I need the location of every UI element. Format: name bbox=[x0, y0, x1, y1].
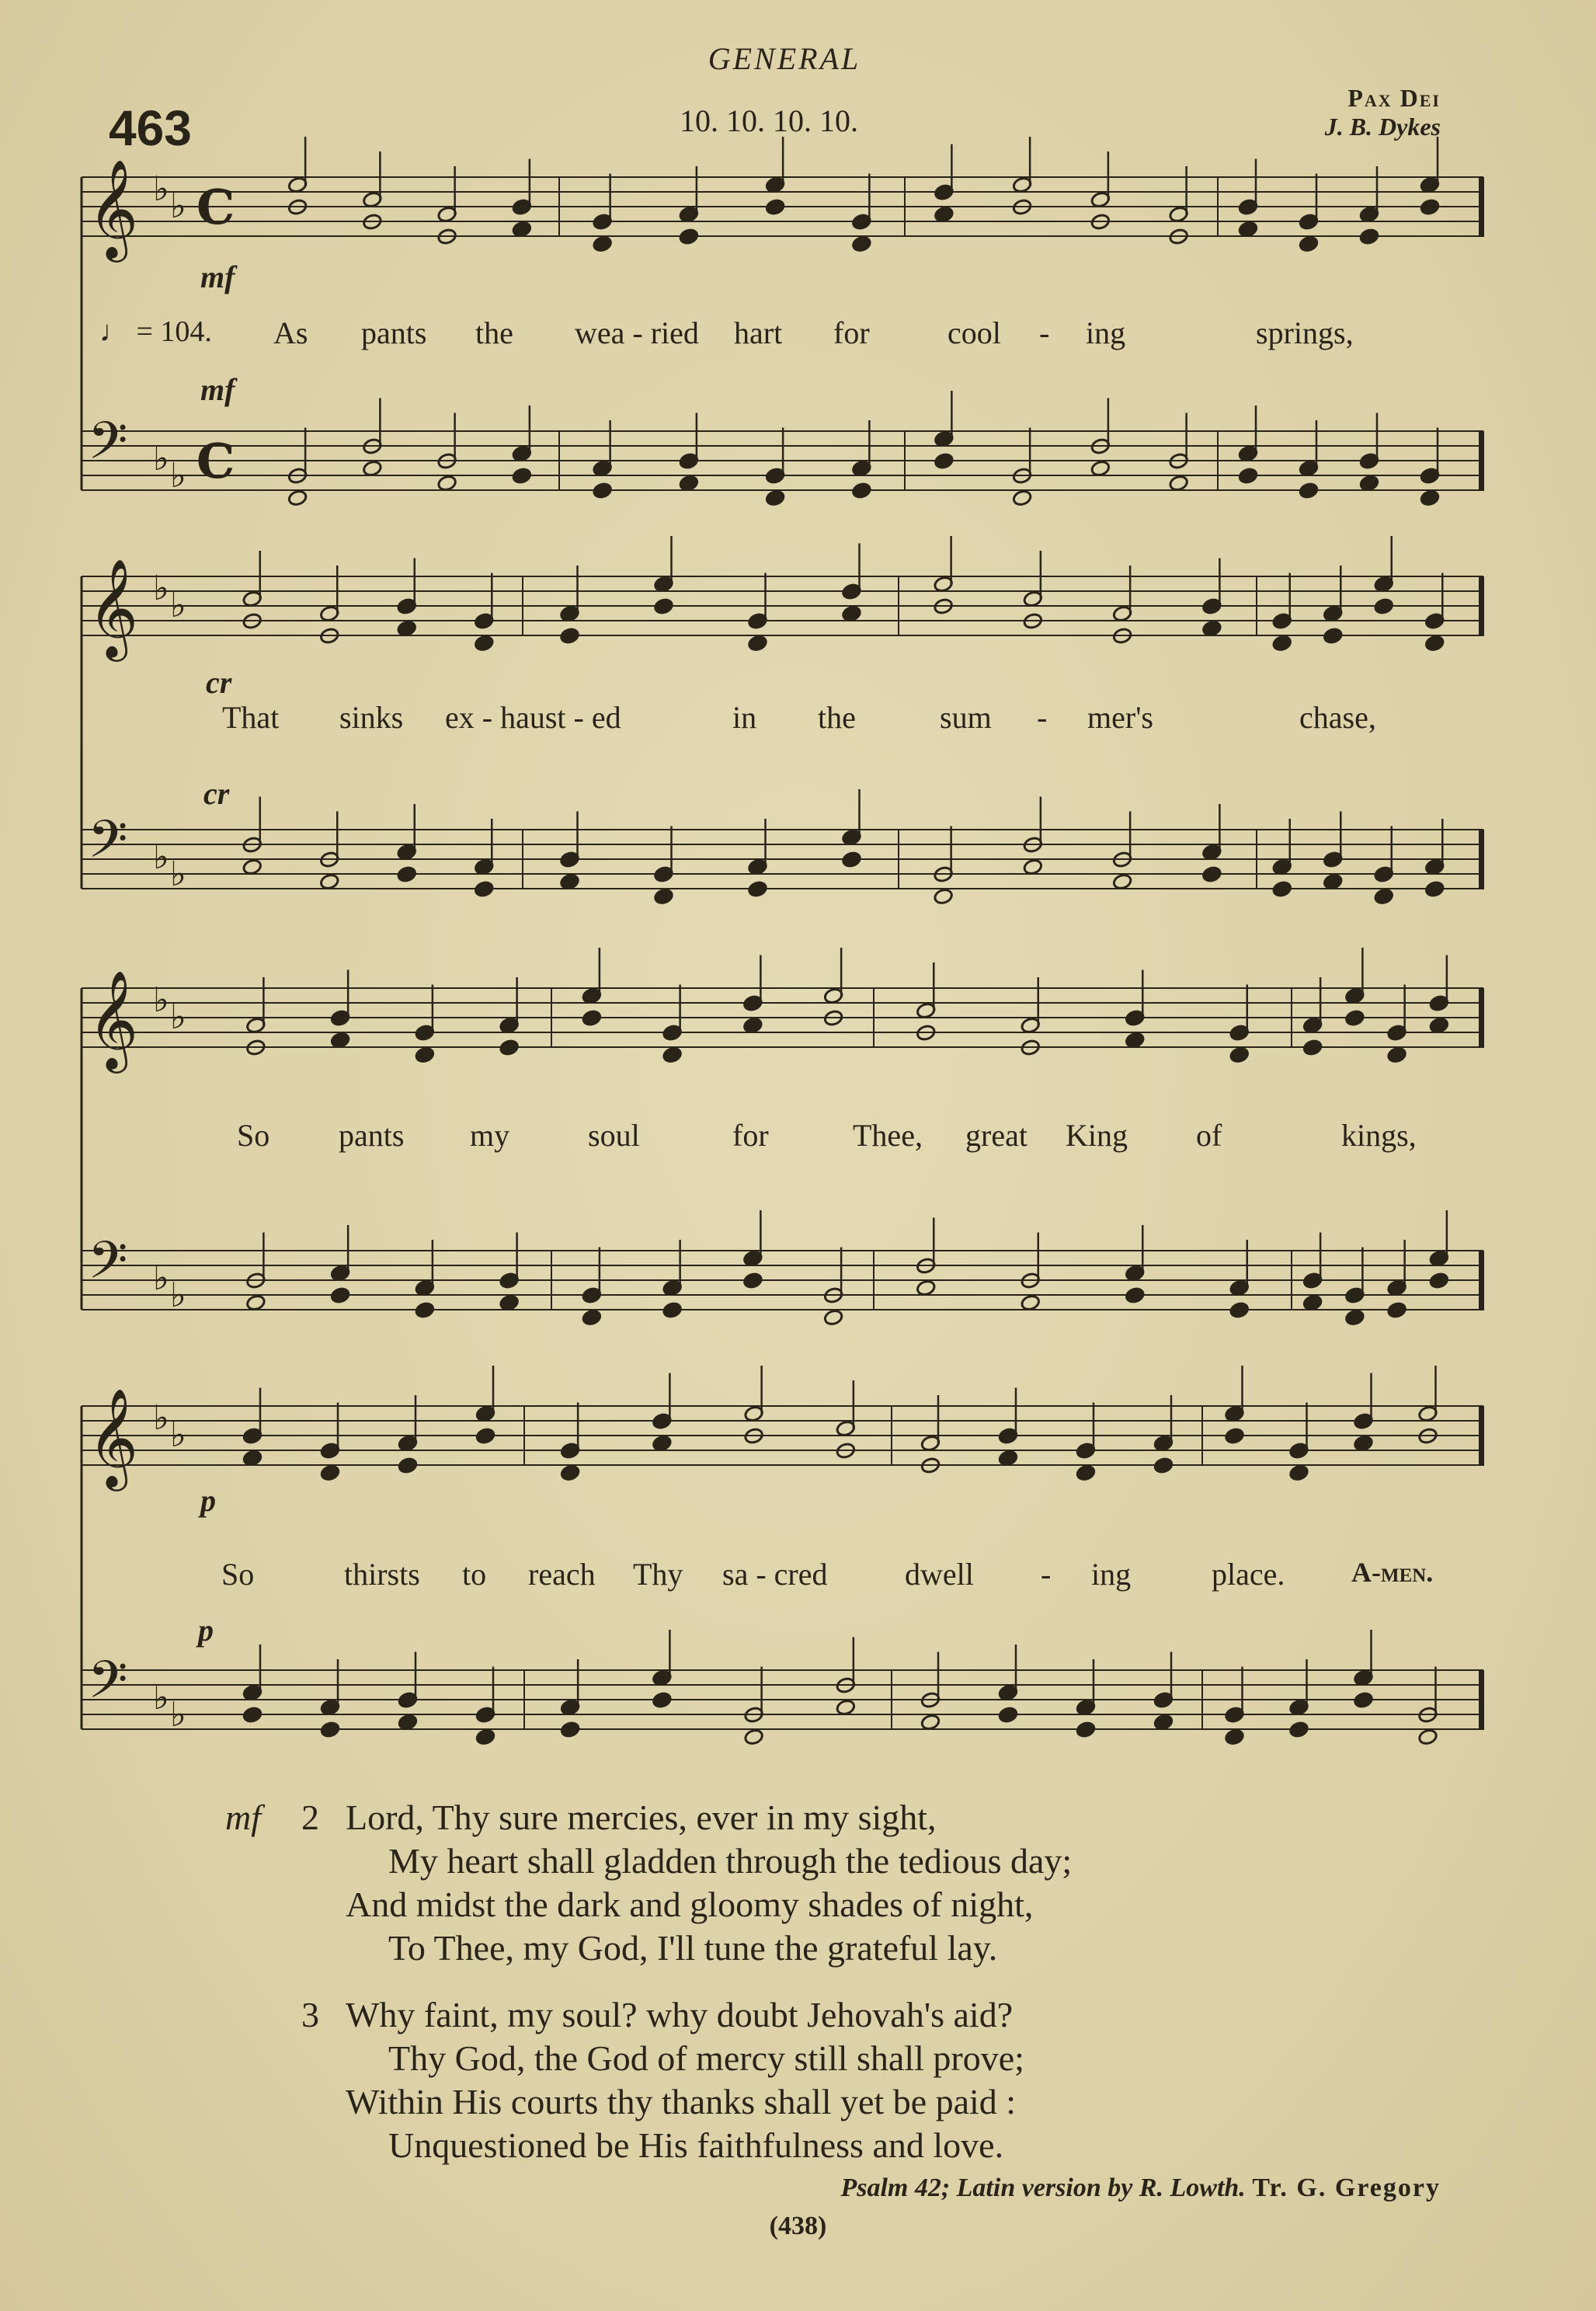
lyric: cool bbox=[948, 315, 1001, 350]
verse-line: Why faint, my soul? why doubt Jehovah's aid? bbox=[346, 1995, 1014, 2034]
notehead bbox=[1387, 1046, 1407, 1064]
treble-clef-icon: 𝄞 bbox=[88, 969, 139, 1069]
common-time-icon: C bbox=[196, 179, 235, 235]
dynamic-bass-2: cr bbox=[203, 776, 230, 811]
notehead bbox=[841, 851, 861, 868]
notehead bbox=[1353, 1691, 1373, 1709]
flat-icon: ♭ bbox=[153, 569, 169, 608]
notehead bbox=[1224, 1728, 1244, 1746]
notehead bbox=[1299, 482, 1319, 499]
lyric: the bbox=[475, 315, 513, 350]
notehead bbox=[499, 1039, 520, 1056]
notehead bbox=[559, 873, 579, 891]
notehead bbox=[679, 475, 699, 492]
notehead bbox=[662, 1046, 683, 1064]
notehead bbox=[1288, 1464, 1309, 1482]
flat-icon: ♭ bbox=[170, 456, 186, 496]
lyric: ing bbox=[1091, 1557, 1132, 1592]
flat-icon: ♭ bbox=[153, 439, 169, 479]
page-number: (438) bbox=[769, 2212, 827, 2240]
final-bar-line bbox=[1479, 1406, 1484, 1466]
flat-icon: ♭ bbox=[153, 1398, 169, 1438]
notehead bbox=[765, 198, 785, 216]
lyric: in bbox=[732, 700, 757, 735]
notehead bbox=[934, 888, 954, 906]
notehead bbox=[1125, 1032, 1145, 1049]
treble-clef-icon: 𝄞 bbox=[88, 558, 139, 657]
lyric: As bbox=[273, 315, 308, 350]
notes bbox=[242, 137, 1449, 1745]
notehead bbox=[242, 1450, 263, 1467]
final-bar-line bbox=[1479, 988, 1484, 1048]
notehead bbox=[1420, 489, 1440, 507]
meter: 10. 10. 10. 10. bbox=[680, 103, 858, 138]
flat-icon: ♭ bbox=[153, 837, 169, 877]
notehead bbox=[475, 1427, 495, 1445]
attribution bbox=[840, 2174, 1441, 2203]
notehead bbox=[934, 206, 954, 224]
lyric: place. bbox=[1212, 1557, 1285, 1592]
notehead bbox=[1238, 467, 1258, 485]
verse-number: 2 bbox=[301, 1798, 319, 1837]
flat-icon: ♭ bbox=[170, 186, 186, 226]
lyric: soul bbox=[588, 1118, 640, 1153]
notehead bbox=[841, 605, 861, 623]
notehead bbox=[747, 880, 767, 898]
notehead bbox=[1429, 1017, 1449, 1035]
notehead bbox=[934, 452, 954, 470]
verse-line: To Thee, my God, I'll tune the grateful lay. bbox=[388, 1928, 998, 1968]
notehead bbox=[398, 1457, 418, 1474]
notehead bbox=[652, 1435, 672, 1453]
notehead bbox=[362, 460, 382, 478]
notehead bbox=[1201, 620, 1222, 638]
notehead bbox=[242, 1706, 263, 1724]
notehead bbox=[1224, 1427, 1244, 1445]
notehead bbox=[1288, 1721, 1309, 1738]
hymn-number: 463 bbox=[109, 100, 192, 156]
notehead bbox=[1323, 873, 1343, 891]
notehead bbox=[679, 228, 699, 245]
notehead bbox=[1353, 1435, 1373, 1453]
treble-clef-icon: 𝄞 bbox=[88, 158, 139, 258]
dynamic-bass-4: p bbox=[198, 1613, 214, 1648]
notehead bbox=[652, 1691, 672, 1709]
lyric: dwell bbox=[905, 1557, 974, 1592]
notehead bbox=[437, 475, 457, 492]
notehead bbox=[1302, 1039, 1323, 1056]
notehead bbox=[1344, 1309, 1365, 1327]
verse-number: 3 bbox=[301, 1995, 319, 2034]
notehead bbox=[662, 1301, 683, 1319]
notehead bbox=[1090, 460, 1111, 478]
lyric: kings, bbox=[1341, 1118, 1417, 1153]
notehead bbox=[1272, 635, 1292, 653]
bass-clef-icon: 𝄢 bbox=[88, 411, 128, 483]
tune-name: Pax Dei bbox=[1347, 84, 1441, 112]
notehead bbox=[851, 235, 871, 253]
notehead bbox=[742, 1017, 763, 1035]
notehead bbox=[916, 1279, 936, 1297]
notehead bbox=[1153, 1457, 1174, 1474]
lyric: of bbox=[1196, 1118, 1222, 1153]
notehead bbox=[920, 1714, 941, 1732]
notehead bbox=[653, 597, 673, 615]
lyric: Thee, bbox=[853, 1118, 923, 1153]
notehead bbox=[1201, 865, 1222, 883]
notehead bbox=[242, 858, 263, 876]
bass-clef-icon: 𝄢 bbox=[88, 1230, 128, 1303]
lyric-amen: A-men. bbox=[1351, 1557, 1434, 1588]
lyric: - bbox=[1037, 700, 1048, 735]
flat-icon: ♭ bbox=[170, 1276, 186, 1315]
lyric: to bbox=[462, 1557, 487, 1592]
lyric: Thy bbox=[633, 1557, 683, 1592]
final-bar-line bbox=[1479, 431, 1484, 491]
verse-line: My heart shall gladden through the tedious day; bbox=[388, 1841, 1073, 1881]
lyric: sinks bbox=[339, 700, 404, 735]
attribution-source: Psalm 42; Latin version by R. Lowth. bbox=[840, 2174, 1246, 2202]
notehead bbox=[1374, 597, 1394, 615]
lyric: - bbox=[1041, 1557, 1052, 1592]
notehead bbox=[1344, 1009, 1365, 1027]
notehead bbox=[1076, 1464, 1096, 1482]
notehead bbox=[415, 1046, 435, 1064]
notehead bbox=[415, 1301, 435, 1319]
flat-icon: ♭ bbox=[170, 586, 186, 625]
verse-line: Within His courts thy thanks shall yet be paid : bbox=[346, 2082, 1017, 2121]
bass-clef-icon: 𝄢 bbox=[88, 809, 128, 882]
lyric: sa - cred bbox=[722, 1557, 828, 1592]
common-time-icon: C bbox=[196, 433, 235, 489]
dynamic-treble-2: cr bbox=[206, 665, 232, 700]
notehead bbox=[499, 1294, 520, 1312]
notehead bbox=[320, 1721, 340, 1738]
lyric: King bbox=[1066, 1118, 1128, 1153]
notehead bbox=[1359, 475, 1379, 492]
final-bar-line bbox=[1479, 1251, 1484, 1310]
lyric: pants bbox=[361, 315, 427, 350]
notehead bbox=[593, 235, 613, 253]
flat-icon: ♭ bbox=[153, 1258, 169, 1298]
notehead bbox=[1125, 1286, 1145, 1304]
lyric: chase, bbox=[1299, 700, 1376, 735]
notehead bbox=[1424, 880, 1445, 898]
notehead bbox=[1429, 1272, 1449, 1289]
lyric: the bbox=[818, 700, 856, 735]
lyric: - bbox=[1039, 315, 1050, 350]
verse-2 bbox=[225, 1796, 1072, 1970]
notehead bbox=[397, 865, 417, 883]
notehead bbox=[582, 1309, 602, 1327]
dynamic-treble-1: mf bbox=[200, 259, 235, 294]
notehead bbox=[744, 1728, 764, 1746]
verse-line: Thy God, the God of mercy still shall prove; bbox=[388, 2038, 1024, 2078]
bass-clef-icon: 𝄢 bbox=[88, 1650, 128, 1722]
verse-line: And midst the dark and gloomy shades of night, bbox=[346, 1885, 1034, 1924]
notehead bbox=[593, 482, 613, 499]
lyric: my bbox=[470, 1118, 510, 1153]
notehead bbox=[560, 1464, 580, 1482]
lyric: mer's bbox=[1087, 700, 1153, 735]
notehead bbox=[1323, 627, 1343, 645]
notehead bbox=[1299, 235, 1319, 253]
flat-icon: ♭ bbox=[170, 854, 186, 894]
notehead bbox=[1021, 1294, 1041, 1312]
notehead bbox=[998, 1450, 1018, 1467]
tempo-marking: ♩ = 104. bbox=[99, 315, 212, 348]
notehead bbox=[320, 1464, 340, 1482]
lyric: So bbox=[237, 1118, 270, 1153]
notehead bbox=[1420, 198, 1440, 216]
notehead bbox=[1153, 1714, 1174, 1732]
notehead bbox=[742, 1272, 763, 1289]
notehead bbox=[998, 1706, 1018, 1724]
lyric: thirsts bbox=[344, 1557, 420, 1592]
lyric: ing bbox=[1086, 315, 1126, 350]
notehead bbox=[398, 1714, 418, 1732]
notehead bbox=[474, 880, 494, 898]
final-bar-line bbox=[1479, 576, 1484, 636]
lyric: for bbox=[732, 1118, 769, 1153]
notehead bbox=[1238, 221, 1258, 238]
section-title: GENERAL bbox=[708, 41, 861, 76]
lyric: for bbox=[833, 315, 870, 350]
flat-icon: ♭ bbox=[170, 1695, 186, 1735]
verse-3 bbox=[225, 1993, 1024, 2167]
notehead bbox=[319, 873, 339, 891]
notehead bbox=[1169, 475, 1189, 492]
final-bar-line bbox=[1479, 177, 1484, 237]
notehead bbox=[1374, 888, 1394, 906]
notehead bbox=[1076, 1721, 1096, 1738]
flat-icon: ♭ bbox=[153, 980, 169, 1020]
notehead bbox=[765, 489, 785, 507]
lyric: springs, bbox=[1256, 315, 1354, 350]
notehead bbox=[474, 635, 494, 653]
composer: J. B. Dykes bbox=[1324, 113, 1441, 141]
staff-lines bbox=[82, 158, 1484, 1735]
attribution-translator: Tr. G. Gregory bbox=[1252, 2174, 1441, 2202]
notehead bbox=[475, 1728, 495, 1746]
notehead bbox=[1424, 635, 1445, 653]
notehead bbox=[1112, 873, 1132, 891]
notehead bbox=[823, 1309, 843, 1327]
lyric: pants bbox=[339, 1118, 405, 1153]
flat-icon: ♭ bbox=[170, 997, 186, 1037]
lyric: hart bbox=[734, 315, 783, 350]
verse-line: Lord, Thy sure mercies, ever in my sight, bbox=[346, 1798, 937, 1837]
notehead bbox=[1012, 489, 1032, 507]
notehead bbox=[1387, 1301, 1407, 1319]
lyric: reach bbox=[528, 1557, 596, 1592]
notehead bbox=[397, 620, 417, 638]
notehead bbox=[559, 627, 579, 645]
flat-icon: ♭ bbox=[153, 1678, 169, 1718]
lyric: wea - ried bbox=[575, 315, 699, 350]
notehead bbox=[1272, 880, 1292, 898]
notehead bbox=[653, 888, 673, 906]
notehead bbox=[330, 1286, 350, 1304]
notehead bbox=[512, 467, 532, 485]
lyric: sum bbox=[940, 700, 992, 735]
notehead bbox=[747, 635, 767, 653]
notehead bbox=[330, 1032, 350, 1049]
treble-clef-icon: 𝄞 bbox=[88, 1387, 139, 1487]
lyric: That bbox=[222, 700, 280, 735]
verse-dynamic: mf bbox=[225, 1798, 261, 1837]
flat-icon: ♭ bbox=[153, 169, 169, 209]
flat-icon: ♭ bbox=[170, 1415, 186, 1455]
notehead bbox=[245, 1294, 266, 1312]
notehead bbox=[836, 1699, 856, 1717]
dynamic-treble-4: p bbox=[200, 1483, 216, 1518]
final-bar-line bbox=[1479, 1670, 1484, 1730]
final-bar-line bbox=[1479, 830, 1484, 889]
notehead bbox=[287, 489, 308, 507]
verse-line: Unquestioned be His faithfulness and love. bbox=[388, 2125, 1004, 2165]
notehead bbox=[1417, 1728, 1438, 1746]
notehead bbox=[560, 1721, 580, 1738]
notehead bbox=[1359, 228, 1379, 245]
lyric: So bbox=[221, 1557, 255, 1592]
notehead bbox=[851, 482, 871, 499]
lyric: great bbox=[965, 1118, 1027, 1153]
dynamic-bass-1: mf bbox=[200, 372, 235, 407]
notehead bbox=[582, 1009, 602, 1027]
notehead bbox=[1023, 858, 1043, 876]
notehead bbox=[1302, 1294, 1323, 1312]
notehead bbox=[512, 221, 532, 238]
lyric: ex - haust - ed bbox=[445, 700, 621, 735]
notehead bbox=[1229, 1046, 1250, 1064]
notehead bbox=[1229, 1301, 1250, 1319]
